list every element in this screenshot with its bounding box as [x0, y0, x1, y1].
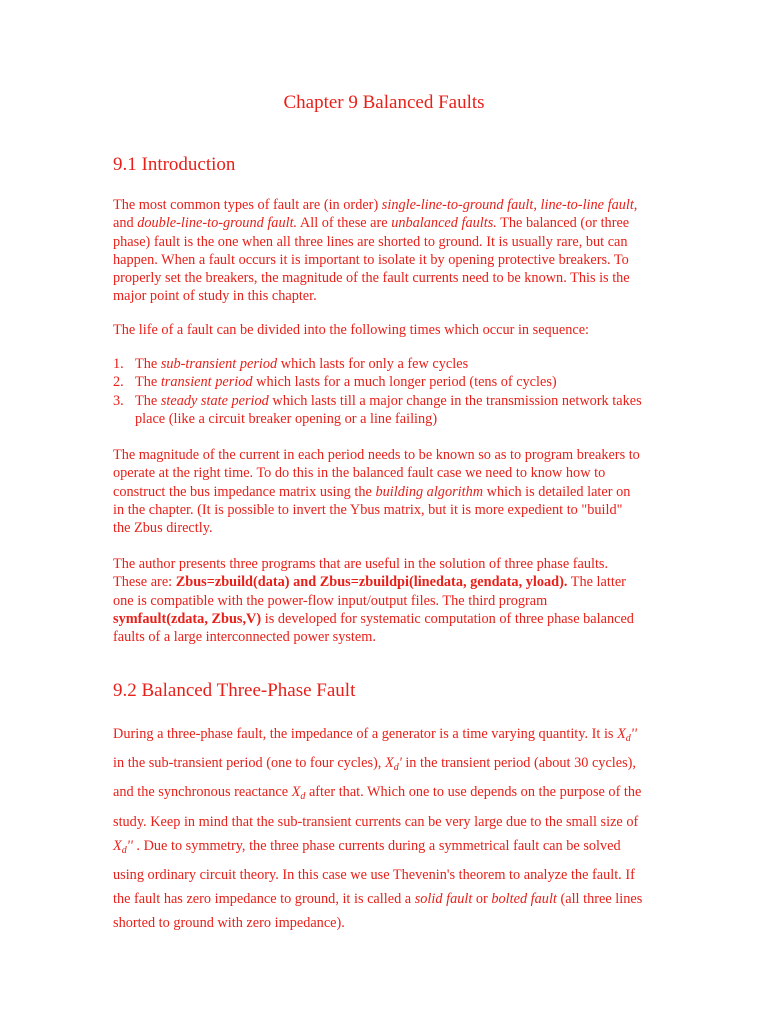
intro-paragraph-1 [113, 196, 643, 306]
text: and [113, 215, 138, 232]
emphasis: transient period [160, 374, 253, 391]
text: The latter one is compatible with the power-flow input/output files. The third program [113, 574, 626, 609]
symbol: X [291, 784, 301, 801]
section-heading-introduction: 9.1 Introduction [113, 154, 236, 175]
bold-code: Zbus=zbuild(data) and Zbus=zbuildpi(linedata, gendata, yload). [175, 574, 568, 591]
text: The magnitude of the current in each period needs to be known so as to program breakers to operate at the right time. To do this in the balanced fault case we need to know how to construct the bus impedance matrix using the [113, 447, 640, 500]
list-item [113, 355, 643, 373]
prime: ' [398, 755, 402, 772]
emphasis: steady state period [160, 392, 269, 409]
text: (all three lines shorted to ground with zero impedance). [113, 891, 643, 932]
text: which lasts for only a few cycles [277, 356, 469, 372]
list-number: 1. [113, 356, 124, 372]
text: or [472, 891, 492, 908]
symbol: X [384, 755, 394, 772]
subscript: d [625, 733, 631, 744]
list-number: 3. [113, 392, 124, 409]
text: The [135, 356, 161, 372]
emphasis: double-line-to-ground fault. [137, 215, 298, 232]
list-item [113, 392, 643, 429]
emphasis: sub-transient period [160, 356, 278, 372]
emphasis: building algorithm [375, 483, 484, 500]
text: which lasts till a major change in the transmission network takes place (like a circuit breaker opening or a line failing) [135, 392, 642, 427]
intro-paragraph-2 [113, 321, 643, 339]
emphasis: single-line-to-ground fault, [381, 197, 537, 213]
text: is developed for systematic computation of three phase balanced faults of a large interconnected power system. [113, 610, 634, 646]
text: in the sub-transient period (one to four cycles), [113, 755, 385, 772]
subscript: d [121, 844, 127, 856]
text: after that. Which one to use depends on the purpose of the study. Keep in mind that the sub-transient currents can be very large due to the small size of [113, 784, 642, 830]
fault-paragraph [113, 722, 643, 936]
emphasis: line-to-line fault, [540, 197, 638, 213]
text: All of these are [297, 215, 392, 232]
emphasis: unbalanced faults. [391, 215, 497, 232]
emphasis: solid fault [414, 891, 473, 908]
symbol: X [113, 837, 122, 854]
fault-period-list [113, 355, 643, 428]
text: The author presents three programs that are useful in the solution of three phase faults. These are: [113, 556, 609, 591]
bold-code: symfault(zdata, Zbus,V) [113, 610, 262, 627]
text: in the transient period (about 30 cycles), and the synchronous reactance [113, 755, 637, 801]
text: During a three-phase fault, the impedance of a generator is a time varying quantity. It is [113, 726, 618, 742]
text: The [135, 392, 161, 409]
prime: '' [126, 837, 133, 854]
list-item [113, 373, 643, 391]
text: which is detailed later on in the chapter. (It is possible to invert the Ybus matrix, but it is more expedient to "build" the Zbus directly. [113, 483, 631, 537]
chapter-title: Chapter 9 Balanced Faults [283, 92, 485, 113]
text: which lasts for a much longer period (tens of cycles) [252, 374, 557, 391]
subscript: d [393, 762, 399, 774]
section-heading-balanced-fault: 9.2 Balanced Three-Phase Fault [113, 680, 356, 701]
list-number: 2. [113, 374, 124, 391]
text: The balanced (or three phase) fault is the one when all three lines are shorted to ground. It is usually rare, but can happen. When a fault occurs it is important to isolate it by opening protective breakers. To properly set the breakers, the magnitude of the fault currents need to be known. This is the major point of study in this chapter. [113, 215, 630, 305]
text: The life of a fault can be divided into the following times which occur in sequence: [113, 322, 590, 338]
emphasis: bolted fault [491, 891, 557, 908]
intro-paragraph-4 [113, 555, 643, 646]
subscript: d [300, 791, 306, 803]
text: . Due to symmetry, the three phase currents during a symmetrical fault can be solved using ordinary circuit theory. In this case we use Thevenin's theorem to analyze the fault. If the fault has zero impedance to ground, it is called a [113, 837, 635, 908]
text: The most common types of fault are (in order) [113, 197, 382, 213]
intro-paragraph-3 [113, 446, 643, 537]
symbol: X [617, 726, 626, 742]
text: The [135, 374, 161, 391]
prime: '' [630, 726, 637, 742]
